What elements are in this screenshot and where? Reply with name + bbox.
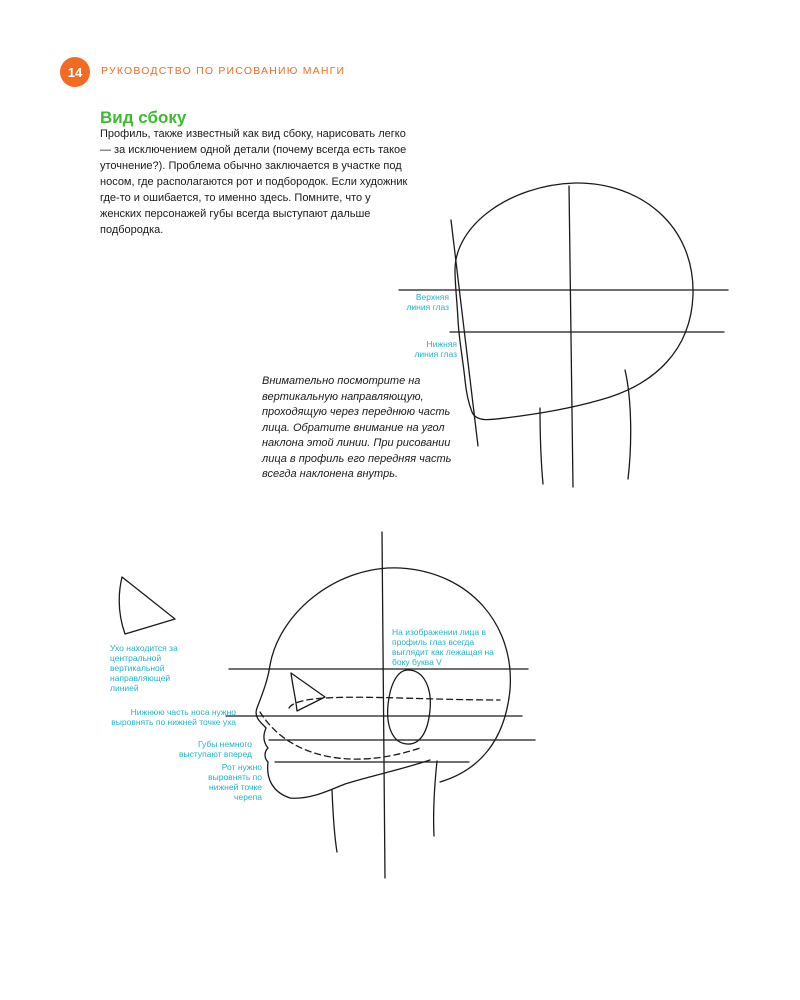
lips-caption: Губы немного выступают вперед: [179, 739, 252, 759]
figure2-ear-outline: [388, 670, 431, 744]
figure2-head-construction: [226, 532, 535, 878]
figure2-neck-front: [332, 790, 337, 852]
section-title: Вид сбоку: [100, 108, 187, 127]
figure2-jaw-guideline: [260, 712, 420, 759]
nose-caption: Нижнюю часть носа нужно выровнять по нижней точке уха: [111, 707, 236, 727]
figure2-face-profile: [256, 665, 430, 798]
figure1-neck-front: [540, 408, 543, 484]
figure1-skull-outline: [455, 183, 693, 420]
intro-paragraph: Профиль, также известный как вид сбоку, нарисовать легко — за исключением одной детали (почему всегда есть такое уточнение?). Проблема обычно заключается в участке под носом, где располагаются рот и подбородок. Если художник где-то и ошибается, то именно здесь. Помните, что у женских персонажей губы всегда выступают дальше подбородка.: [100, 128, 408, 236]
ear-caption: Ухо находится за центральной вертикальной направляющей линией: [110, 643, 178, 693]
lower-eye-line-label: Нижняя линия глаз: [414, 339, 457, 359]
ear-sketch: [119, 577, 175, 634]
mouth-caption: Рот нужно выровнять по нижней точке черепа: [208, 762, 262, 802]
running-title: РУКОВОДСТВО ПО РИСОВАНИЮ МАНГИ: [101, 65, 346, 77]
upper-eye-line-label: Верхняя линия глаз: [406, 292, 449, 312]
figure2-neck-back: [434, 761, 437, 836]
figure1-note: Внимательно посмотрите на вертикальную направляющую, проходящую через переднюю часть лица. Обратите внимание на угол наклона этой линии. При рисовании лица в профиль его передняя часть всегда наклонена внутрь.: [262, 375, 452, 480]
figure1-center-vertical: [569, 186, 573, 487]
page-number-badge: 14: [60, 57, 90, 87]
eye-caption: На изображении лица в профиль глаз всегда выглядит как лежащая на боку буква V: [392, 627, 494, 667]
figure2-eye-v-shape: [291, 673, 325, 711]
figure2-center-vertical: [382, 532, 385, 878]
figure1-neck-back: [625, 370, 631, 479]
